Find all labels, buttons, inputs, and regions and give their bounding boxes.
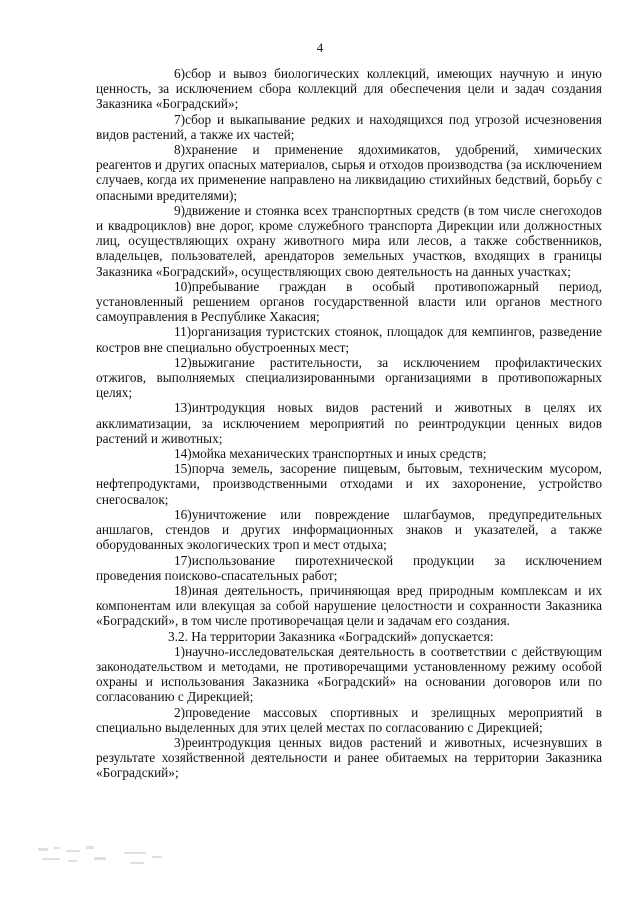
item-number: 3) [174,734,186,750]
allowed-item-3 [96,735,602,781]
item-text: выжигание растительности, за исключением профилактических отжигов, выполняемых специализированными организациями в противопожарных целях; [96,354,602,401]
item-number: 15) [174,461,192,477]
item-text: использование пиротехнической продукции за исключением проведения поисково-спасательных работ; [96,552,602,583]
list-item-18 [96,583,602,629]
item-text: реинтродукция ценных видов растений и животных, исчезнувших в результате хозяйственной деятельности и ранее обитаемых на территории Заказника «Боградский»; [96,734,602,781]
list-item-15 [96,461,602,507]
list-item-8 [96,142,602,203]
item-text: движение и стоянка всех транспортных средств (в том числе снегоходов и квадроциклов) вне дорог, кроме служебного транспорта Дирекции или должностных лиц, осуществляющих охрану животного мира или лесов, а также собственников, владельцев, пользователей, арендаторов земельных участков, входящих в границы Заказника «Боградский», осуществляющих свою деятельность на данных участках; [96,202,602,279]
item-text: научно-исследовательская деятельность в соответствии с действующим законодательством и методами, не противоречащими установленному режиму особой охраны и использования Заказника «Боградский» на основании договоров или по согласованию с Дирекцией; [96,643,602,705]
item-number: 12) [174,354,192,370]
item-number: 16) [174,506,192,522]
item-text: сбор и выкапывание редких и находящихся под угрозой исчезновения видов растений, а также их частей; [96,111,602,142]
list-item-6 [96,66,602,112]
item-number: 13) [174,400,192,416]
list-item-9 [96,203,602,279]
item-text: порча земель, засорение пищевым, бытовым, техническим мусором, нефтепродуктами, производственными отходами и их захоронение, устройство снегосвалок; [96,461,602,507]
allowed-item-2 [96,705,602,735]
list-item-7 [96,112,602,142]
list-item-16 [96,507,602,553]
item-number: 8) [174,142,186,158]
item-number: 18) [174,582,192,598]
list-item-12 [96,355,602,401]
item-text: мойка механических транспортных и иных средств; [191,446,487,462]
item-text: проведение массовых спортивных и зрелищных мероприятий в специально выделенных для этих целей местах по согласованию с Дирекцией; [96,704,602,735]
section-text: На территории Заказника «Боградский» допускается: [191,628,494,644]
list-item-10 [96,279,602,325]
item-text: сбор и вывоз биологических коллекций, имеющих научную и иную ценность, за исключением сбора коллекций для обеспечения цели и задач создания Заказника «Боградский»; [96,66,602,112]
item-number: 1) [174,643,186,659]
list-item-14 [96,446,602,461]
item-text: иная деятельность, причиняющая вред природным комплексам и их компонентам или влекущая за собой нарушение целостности и сохранности Заказника «Боградский», в том числе противоречащая цели и задачам его создания. [96,582,602,629]
item-number: 11) [174,324,192,340]
document-body [96,66,602,781]
item-number: 14) [174,446,192,462]
section-heading-3-2 [96,629,602,644]
item-text: интродукция новых видов растений и животных в целях их акклиматизации, за исключением мероприятий по реинтродукции ценных видов растений и животных; [96,400,602,446]
item-text: организация туристских стоянок, площадок для кемпингов, разведение костров вне специально обустроенных мест; [96,324,602,355]
scan-artifact [34,842,174,872]
list-item-13 [96,400,602,446]
list-item-17 [96,553,602,583]
item-number: 7) [174,111,186,127]
item-number: 10) [174,278,192,294]
list-item-11 [96,324,602,354]
item-number: 17) [174,552,192,568]
item-number: 2) [174,704,186,720]
item-number: 6) [174,66,186,81]
section-number: 3.2. [168,628,188,644]
item-text: хранение и применение ядохимикатов, удобрений, химических реагентов и других опасных материалов, сырья и отходов производства (за исключением случаев, когда их применение направлено на ликвидацию стихийных бедствий, борьбу с опасными вредителями); [96,142,602,203]
allowed-item-1 [96,644,602,705]
item-text: уничтожение или повреждение шлагбаумов, предупредительных аншлагов, стендов и других информационных знаков и указателей, а также оборудованных экологических троп и мест отдыха; [96,506,602,553]
item-text: пребывание граждан в особый противопожарный период, установленный решением органов государственной власти или органов местного самоуправления в Республике Хакасия; [96,278,602,325]
item-number: 9) [174,202,186,218]
page-number: 4 [316,40,324,55]
